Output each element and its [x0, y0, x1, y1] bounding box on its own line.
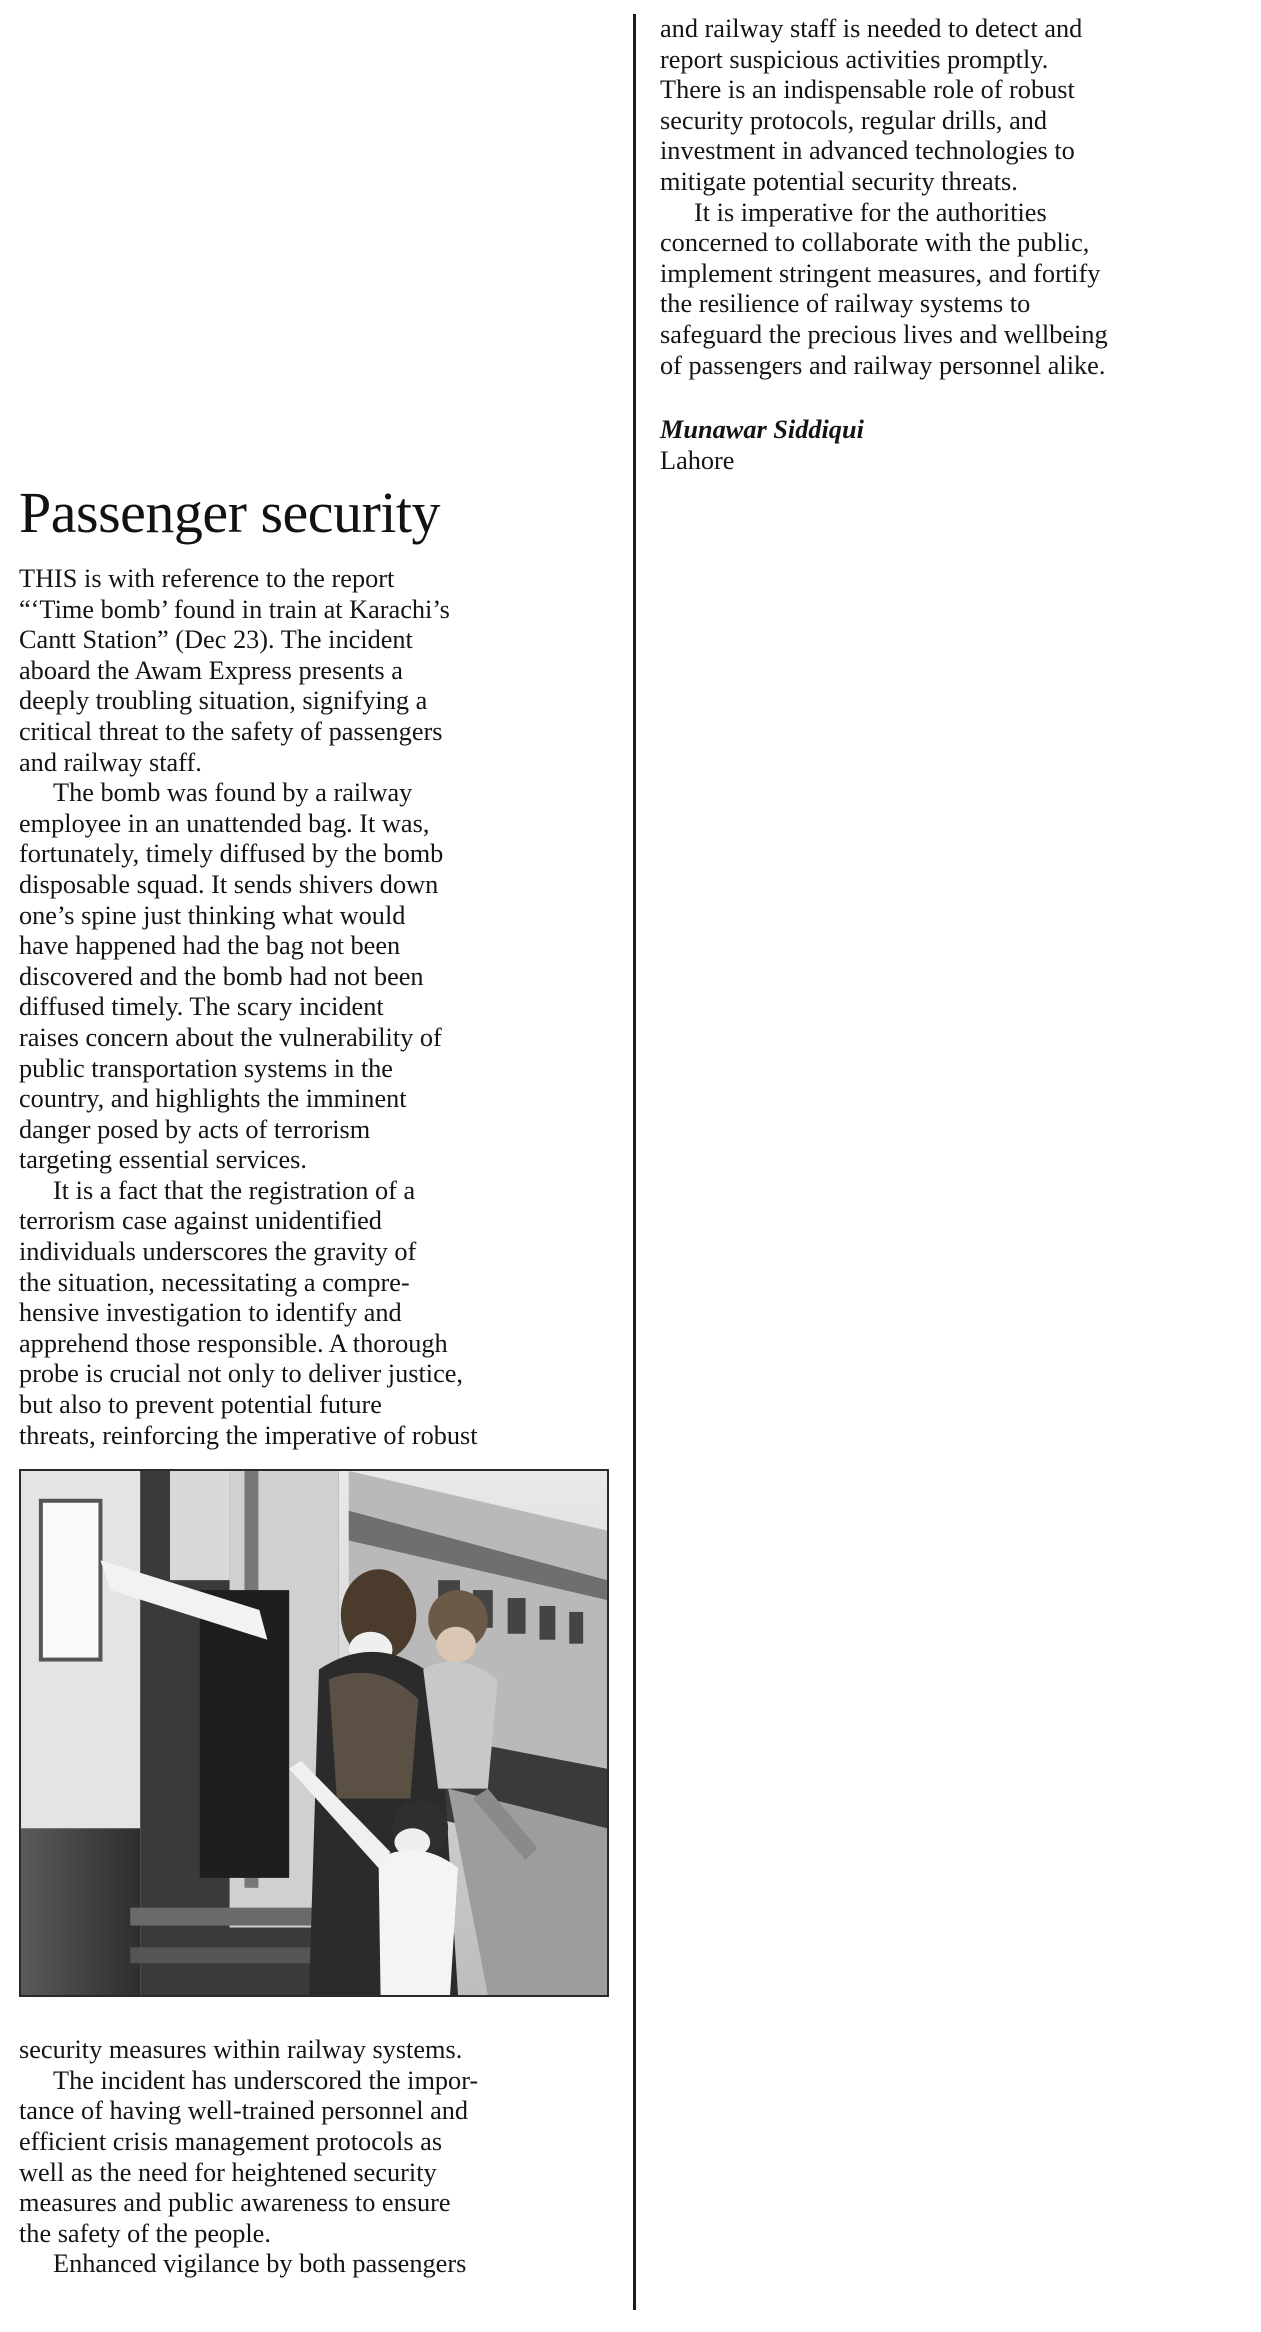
- paragraph-imperative: It is imperative for the authorities concerned to collaborate with the public, implement stringent measures, and fortify the resilience of railway systems to safeguard the precious lives and wellbeing of passengers and railway personnel alike.: [660, 197, 1108, 380]
- author-name: Munawar Siddiqui: [660, 415, 864, 445]
- news-photo: [19, 1469, 609, 1997]
- headline: Passenger security: [19, 480, 441, 545]
- paragraph-security-measures: security measures within railway systems.: [19, 2035, 463, 2065]
- paragraph-incident-underscored: The incident has underscored the impor- tance of having well-trained personnel and efficient crisis management protocols as well as the need for heightened security measures and public awareness to ensure the safety of the people.: [19, 2065, 479, 2248]
- paragraph-intro: THIS is with reference to the report “‘Time bomb’ found in train at Karachi’s Cantt Station” (Dec 23). The incident aboard the Awam Express presents a deeply troubling situation, signifying a critical threat to the safety of passengers and railway staff.: [19, 564, 450, 777]
- paragraph-terrorism-case: It is a fact that the registration of a terrorism case against unidentified individuals underscores the gravity of the situation, necessitating a compre- hensive investigation to identify and apprehend those responsible. A thorough probe is crucial not only to deliver justice, but also to prevent potential future threats, reinforcing the imperative of robust: [19, 1175, 478, 1450]
- column-divider: [633, 14, 636, 2310]
- right-column: [660, 14, 1254, 476]
- author-location: Lahore: [660, 445, 735, 475]
- paragraph-railway-staff: and railway staff is needed to detect and report suspicious activities promptly. There is an indispensable role of robust security protocols, regular drills, and investment in advanced technologies to mitigate potential security threats.: [660, 14, 1083, 196]
- paragraph-enhanced-vigilance: Enhanced vigilance by both passengers: [53, 2249, 467, 2279]
- train-boarding-photo: [21, 1471, 607, 1995]
- paragraph-bomb-found: The bomb was found by a railway employee in an unattended bag. It was, fortunately, timely diffused by the bomb disposable squad. It sends shivers down one’s spine just thinking what would have happened had the bag not been discovered and the bomb had not been diffused timely. The scary incident raises concern about the vulnerability of public transportation systems in the country, and highlights the imminent danger posed by acts of terrorism targeting essential services.: [19, 778, 444, 1175]
- byline: [660, 415, 1254, 476]
- left-column: [19, 480, 615, 2280]
